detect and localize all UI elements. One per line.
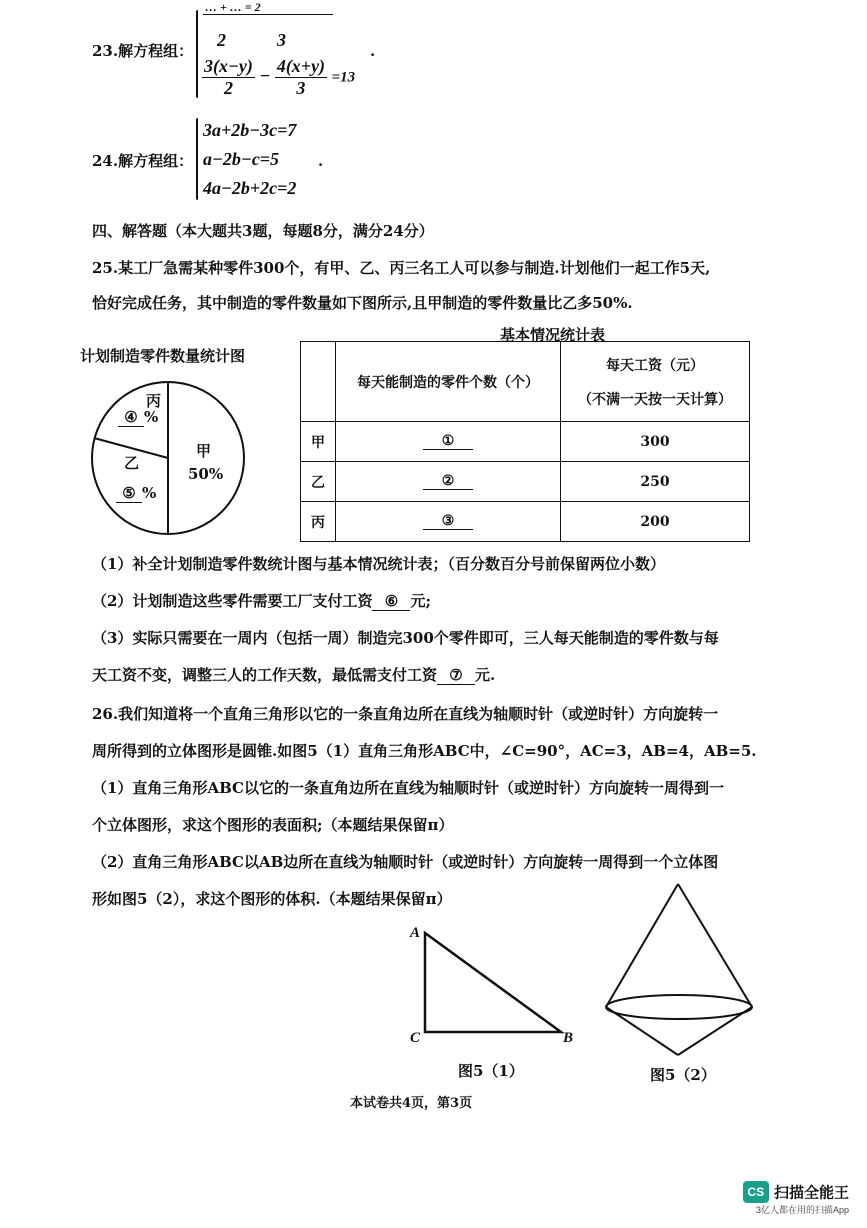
fig1-caption: 图5（1） bbox=[458, 1062, 524, 1080]
pie-jia-name: 甲 bbox=[196, 442, 212, 460]
table-row-count: ① bbox=[336, 422, 561, 462]
q26-sub1-line2: 个立体图形，求这个图形的表面积;（本题结果保留π） bbox=[92, 816, 454, 834]
scanner-watermark bbox=[743, 1181, 849, 1216]
q26-sub2-line1: （2）直角三角形ABC以AB边所在直线为轴顺时针（或逆时针）方向旋转一周得到一个立体图 bbox=[92, 853, 719, 871]
table-row-wage: 250 bbox=[561, 462, 750, 502]
cone-top-right-edge bbox=[678, 884, 752, 1007]
q26-sub1-line1: （1）直角三角形ABC以它的一条直角边所在直线为轴顺时针（或逆时针）方向旋转一周得到一 bbox=[92, 779, 724, 797]
figure-5-1-triangle bbox=[405, 925, 585, 1050]
q24-brace bbox=[196, 118, 198, 200]
pie-jia-value: 50% bbox=[188, 465, 224, 483]
q26-line2: 周所得到的立体图形是圆锥.如图5（1）直角三角形ABC中，∠C=90°，AC=3，AB=4，AB=5. bbox=[92, 742, 757, 760]
table-row-wage: 200 bbox=[561, 502, 750, 542]
q23-label: 23.解方程组： bbox=[92, 42, 194, 60]
q25-sub1: （1）补全计划制造零件数统计图与基本情况统计表；（百分数百分号前保留两位小数） bbox=[92, 555, 665, 573]
table-row bbox=[301, 462, 750, 502]
table-row-name: 丙 bbox=[301, 502, 336, 542]
table-col2-header: 每天工资（元） （不满一天按一天计算） bbox=[561, 342, 750, 422]
q25-sub2: （2）计划制造这些零件需要工厂支付工资 ⑥ 元; bbox=[92, 592, 431, 610]
q23-brace bbox=[196, 10, 198, 98]
table-corner bbox=[301, 342, 336, 422]
q25-line2: 恰好完成任务，其中制造的零件数量如下图所示,且甲制造的零件数量比乙多50%. bbox=[92, 294, 633, 312]
fig1-label-a: A bbox=[410, 925, 421, 941]
triangle-abc bbox=[425, 933, 561, 1032]
cone-base-ellipse bbox=[606, 995, 752, 1019]
pie-chart bbox=[88, 378, 248, 538]
fig1-label-c: C bbox=[410, 1030, 421, 1046]
table-row-count: ② bbox=[336, 462, 561, 502]
table-title: 基本情况统计表 bbox=[500, 326, 606, 344]
q23-eq2: $\frac{3(x-y)}{2}$ − $\frac{4(x+y)}{3}$ =13 bbox=[204, 56, 356, 98]
table-row-name: 乙 bbox=[301, 462, 336, 502]
fig1-label-b: B bbox=[563, 1030, 574, 1046]
q24-label: 24.解方程组： bbox=[92, 152, 194, 170]
info-table bbox=[300, 341, 750, 542]
scanner-tagline: 3亿人都在用的扫描App bbox=[755, 1205, 849, 1215]
table-row-name: 甲 bbox=[301, 422, 336, 462]
scanner-name: 扫描全能王 bbox=[773, 1184, 849, 1202]
q23-dot: . bbox=[370, 42, 376, 60]
fig2-caption: 图5（2） bbox=[650, 1066, 716, 1084]
q24-eq3: 4a−2b+2c=2 bbox=[203, 178, 297, 198]
page-footer: 本试卷共4页，第3页 bbox=[350, 1096, 473, 1111]
pie-yi-name: 乙 bbox=[124, 454, 140, 472]
table-row bbox=[301, 502, 750, 542]
scanner-logo-icon: CS bbox=[743, 1181, 769, 1203]
table-row-wage: 300 bbox=[561, 422, 750, 462]
pie-bing-value: ④ % bbox=[118, 408, 158, 427]
table-row-count: ③ bbox=[336, 502, 561, 542]
q26-line1: 26.我们知道将一个直角三角形以它的一条直角边所在直线为轴顺时针（或逆时针）方向旋转一 bbox=[92, 705, 719, 723]
pie-bing-name: 丙 bbox=[146, 392, 162, 410]
q25-sub3-line2: 天工资不变，调整三人的工作天数，最低需支付工资 ⑦ 元. bbox=[92, 666, 496, 684]
q26-sub2-line2: 形如图5（2），求这个图形的体积.（本题结果保留π） bbox=[92, 890, 452, 908]
table-row bbox=[301, 422, 750, 462]
table-col1-header: 每天能制造的零件个数（个） bbox=[336, 342, 561, 422]
q24-eq2: a−2b−c=5 bbox=[203, 149, 280, 169]
cone-top-left-edge bbox=[606, 884, 678, 1007]
q23-eq1-rule bbox=[203, 14, 333, 15]
q24-eq1: 3a+2b−3c=7 bbox=[203, 120, 297, 140]
pie-title: 计划制造零件数量统计图 bbox=[80, 347, 246, 365]
q25-sub3-line1: （3）实际只需要在一周内（包括一周）制造完300个零件即可，三人每天能制造的零件数与每 bbox=[92, 629, 719, 647]
q24-dot: . bbox=[318, 152, 324, 170]
pie-yi-value: ⑤ % bbox=[116, 484, 156, 503]
section-4-heading: 四、解答题（本大题共3题，每题8分，满分24分） bbox=[92, 222, 434, 240]
figure-5-2-double-cone bbox=[600, 880, 760, 1060]
q25-line1: 25.某工厂急需某种零件300个，有甲、乙、丙三名工人可以参与制造.计划他们一起工作5天, bbox=[92, 259, 711, 277]
